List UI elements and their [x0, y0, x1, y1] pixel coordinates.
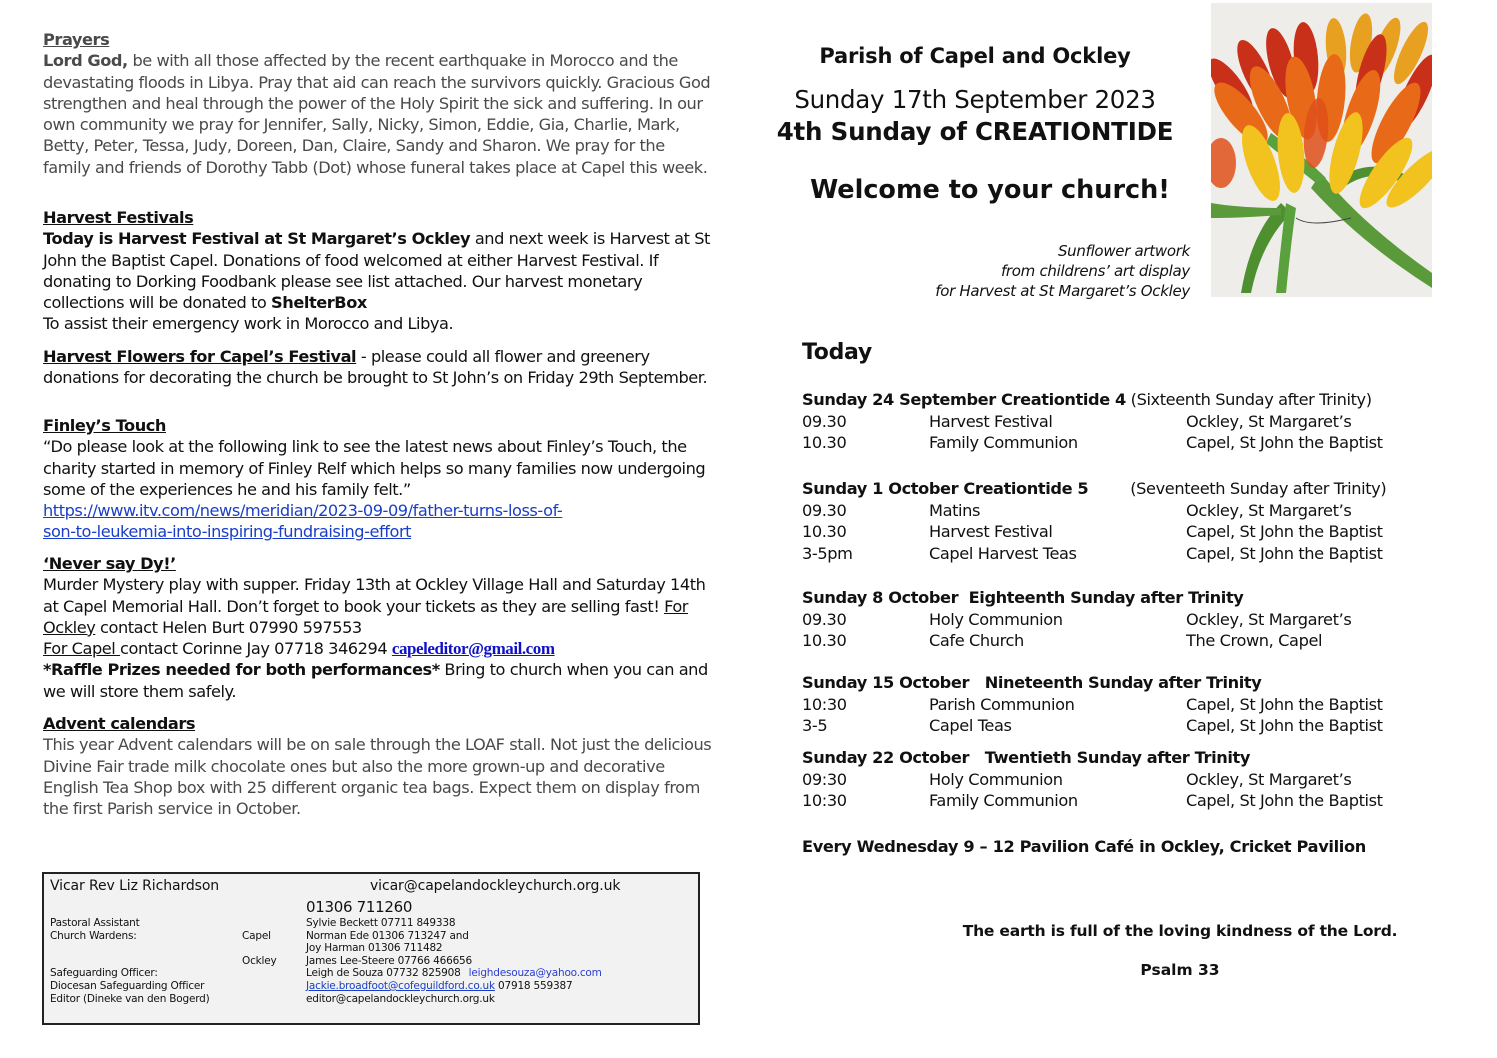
vicar-name: Vicar Rev Liz Richardson — [50, 878, 220, 894]
service-row — [802, 694, 1482, 716]
service-location: Capel, St John the Baptist — [1186, 543, 1383, 563]
raffle-notice: *Raffle Prizes needed for both performances* — [43, 660, 440, 680]
contact-role: Safeguarding Officer: — [50, 967, 158, 980]
group-note: (Seventeeth Sunday after Trinity) — [1130, 479, 1387, 498]
safeguarding-phone: Leigh de Souza 07732 825908 — [306, 967, 461, 980]
service-name: Family Communion — [929, 791, 1078, 810]
service-name: Parish Communion — [929, 694, 1075, 714]
artwork-caption — [880, 241, 1190, 301]
advent-body: This year Advent calendars will be on sale through the LOAF stall. Not just the delicious Divine Fair trade milk chocolate ones but also the more grown-up and decorative English Tea Shop box with 25 different organic tea bags. Expect them on display from the first Parish service in October. — [43, 735, 712, 819]
flowers-section — [43, 346, 713, 389]
contact-role — [50, 955, 210, 968]
service-time: 09:30 — [802, 769, 847, 789]
service-row — [802, 411, 1482, 433]
schedule-group-title — [802, 672, 1482, 694]
service-location: Ockley, St Margaret’s — [1186, 500, 1352, 520]
weekly-event: Every Wednesday 9 – 12 Pavilion Café in Ockley, Cricket Pavilion — [802, 837, 1366, 856]
never-say-dy-heading: ‘Never say Dy!’ — [43, 554, 176, 573]
diocesan-email-link[interactable]: Jackie.broadfoot@cofeguildford.co.uk — [306, 979, 495, 992]
harvest-heading: Harvest Festivals — [43, 208, 194, 227]
contact-roles — [50, 917, 210, 1005]
finley-link-line1[interactable]: https://www.itv.com/news/meridian/2023-09-09/father-turns-loss-of- — [43, 501, 563, 521]
service-row — [802, 790, 1482, 812]
caption-line: from childrens’ art display — [1000, 262, 1190, 280]
service-row — [802, 432, 1482, 454]
contact-places — [242, 917, 277, 967]
advent-heading: Advent calendars — [43, 714, 196, 733]
contact-role: Editor (Dineke van den Bogerd) — [50, 992, 210, 1005]
ockley-contact-label: For Ockley — [43, 596, 689, 637]
schedule-group-title — [802, 389, 1482, 411]
contact-place — [242, 917, 277, 930]
flowers-heading: Harvest Flowers for Capel’s Festival — [43, 347, 357, 366]
service-location: Ockley, St Margaret’s — [1186, 609, 1352, 629]
finley-link[interactable] — [43, 501, 562, 541]
welcome-heading: Welcome to your church! — [810, 175, 1170, 205]
group-date: Sunday 22 October Twentieth Sunday after Trinity — [802, 748, 1250, 767]
never-say-dy-text: Murder Mystery play with supper. Friday 13th at Ockley Village Hall and Saturday 14th at Capel Memorial Hall. Don’t forget to book your tickets as they are selling fast! — [43, 575, 706, 616]
harvest-body — [43, 228, 713, 334]
group-note: (Sixteenth Sunday after Trinity) — [1125, 390, 1372, 409]
schedule-heading: Today — [802, 340, 872, 365]
service-time: 10:30 — [802, 791, 847, 810]
service-row — [802, 521, 1482, 543]
service-row — [802, 630, 1482, 652]
service-row — [802, 769, 1482, 791]
never-say-dy-section — [43, 553, 713, 702]
group-date: Sunday 8 October Eighteenth Sunday after Trinity — [802, 588, 1244, 607]
flowers-body: - please could all flower and greenery donations for decorating the church be brought to St John’s on Friday 29th September. — [43, 347, 708, 388]
scripture-reference: Psalm 33 — [1140, 961, 1220, 979]
diocesan-phone: 07918 559387 — [494, 979, 573, 992]
finley-body: “Do please look at the following link to see the latest news about Finley’s Touch, the charity started in memory of Finley Relf which helps so many families now undergoing some of the experiences he and his family felt.” — [43, 437, 706, 499]
service-name: Matins — [929, 500, 981, 520]
group-date: Sunday 1 October Creationtide 5 — [802, 479, 1089, 498]
contact-details — [306, 917, 602, 1005]
caption-line: Sunflower artwork — [1057, 242, 1190, 260]
service-location: Ockley, St Margaret’s — [1186, 769, 1352, 789]
schedule-group-title — [802, 587, 1482, 609]
service-row — [802, 609, 1482, 631]
service-location: Capel, St John the Baptist — [1186, 522, 1383, 541]
contact-detail: James Lee-Steere 07766 466656 — [306, 954, 473, 967]
contact-role: Church Wardens: — [50, 929, 137, 942]
schedule-group-title — [802, 747, 1482, 769]
service-time: 10.30 — [802, 631, 847, 650]
service-name: Capel Harvest Teas — [929, 543, 1077, 563]
harvest-section — [43, 207, 713, 335]
harvest-charity: ShelterBox — [271, 293, 367, 313]
group-date: Sunday 24 September Creationtide 4 — [802, 390, 1126, 409]
prayers-lead: Lord God, — [43, 51, 128, 71]
service-row — [802, 500, 1482, 522]
service-name: Capel Teas — [929, 716, 1012, 735]
service-row — [802, 543, 1482, 565]
contact-box — [42, 872, 700, 1025]
contact-detail-diocesan — [306, 980, 602, 993]
service-name: Holy Communion — [929, 609, 1063, 629]
liturgical-season: 4th Sunday of CREATIONTIDE — [776, 117, 1174, 146]
capel-contact: contact Corinne Jay 07718 346294 — [120, 639, 392, 659]
service-name: Cafe Church — [929, 631, 1024, 650]
scripture-verse: The earth is full of the loving kindness of the Lord. — [962, 922, 1398, 940]
service-location: Capel, St John the Baptist — [1186, 694, 1383, 714]
sunflower-illustration — [1211, 3, 1432, 297]
service-location: Capel, St John the Baptist — [1186, 716, 1383, 735]
schedule-group — [802, 672, 1482, 737]
schedule-group — [802, 389, 1482, 454]
raffle-text: Bring to church when you can and we will store them safely. — [43, 660, 708, 701]
service-time: 09.30 — [802, 500, 847, 520]
finley-section — [43, 415, 713, 543]
service-name: Family Communion — [929, 433, 1078, 452]
service-name: Harvest Festival — [929, 411, 1053, 431]
harvest-lead: Today is Harvest Festival at St Margaret’s Ockley — [43, 229, 471, 249]
caption-line: for Harvest at St Margaret’s Ockley — [935, 282, 1190, 300]
finley-heading: Finley’s Touch — [43, 416, 166, 435]
schedule-group-title — [802, 478, 1482, 500]
service-row — [802, 715, 1482, 737]
contact-role: Diocesan Safeguarding Officer — [50, 979, 205, 992]
service-location: Ockley, St Margaret’s — [1186, 411, 1352, 431]
service-date: Sunday 17th September 2023 — [794, 85, 1156, 114]
safeguarding-email[interactable]: leighdesouza@yahoo.com — [468, 967, 602, 980]
advent-section — [43, 713, 713, 819]
service-time: 10:30 — [802, 694, 847, 714]
service-time: 10.30 — [802, 433, 847, 452]
schedule-group — [802, 747, 1482, 812]
harvest-tail: To assist their emergency work in Morocco and Libya. — [43, 314, 454, 334]
service-location: Capel, St John the Baptist — [1186, 791, 1383, 810]
vicar-email: vicar@capelandockleychurch.org.uk — [370, 878, 621, 894]
schedule-group — [802, 587, 1482, 652]
service-location: Capel, St John the Baptist — [1186, 433, 1383, 452]
contact-role — [50, 942, 210, 955]
prayers-heading: Prayers — [43, 30, 110, 49]
contact-place — [242, 942, 277, 955]
never-say-dy-body — [43, 574, 713, 702]
prayers-text: be with all those affected by the recent earthquake in Morocco and the devastating floods in Libya. Pray that aid can reach the survivors quickly. Gracious God strengthen and heal through the power of the Holy Spirit the sick and suffering. In our own community we pray for Jennifer, Sally, Nicky, Simon, Eddie, Gia, Charlie, Mark, Betty, Peter, Tessa, Judy, Doreen, Dan, Claire, Sandy and Sharon. We pray for the family and friends of Dorothy Tabb (Dot) whose funeral takes place at Capel this week. — [43, 51, 711, 177]
service-time: 09.30 — [802, 411, 847, 431]
contact-detail-safeguarding — [306, 967, 602, 980]
contact-detail: Joy Harman 01306 711482 — [306, 942, 443, 955]
sunflower-artwork-image — [1211, 3, 1432, 297]
contact-detail: Sylvie Beckett 07711 849338 — [306, 917, 456, 929]
group-date: Sunday 15 October Nineteenth Sunday after Trinity — [802, 673, 1262, 692]
prayers-section — [43, 29, 713, 178]
prayers-body — [43, 50, 713, 178]
schedule-group — [802, 478, 1482, 564]
service-time: 09.30 — [802, 609, 847, 629]
ockley-contact: contact Helen Burt 07990 597553 — [95, 617, 362, 637]
service-time: 3-5pm — [802, 543, 853, 563]
vicar-phone: 01306 711260 — [306, 898, 413, 916]
service-time: 10.30 — [802, 522, 847, 541]
harvest-text: and next week is Harvest at St John the Baptist Capel. Donations of food welcomed at either Harvest Festival. If donating to Dorking Foodbank please see list attached. Our harvest monetary collections will be donated to — [43, 229, 710, 313]
contact-detail: Norman Ede 01306 713247 and — [306, 929, 469, 942]
capel-contact-label: For Capel — [43, 639, 121, 659]
service-name: Harvest Festival — [929, 522, 1053, 541]
capel-email-link[interactable]: capeleditor@gmail.com — [391, 639, 555, 659]
finley-link-line2[interactable]: son-to-leukemia-into-inspiring-fundraising-effort — [43, 522, 412, 542]
contact-place: Ockley — [242, 954, 277, 967]
contact-detail: editor@capelandockleychurch.org.uk — [306, 992, 495, 1005]
parish-title: Parish of Capel and Ockley — [819, 44, 1131, 68]
service-name: Holy Communion — [929, 769, 1063, 789]
service-time: 3-5 — [802, 716, 828, 735]
service-location: The Crown, Capel — [1186, 631, 1323, 650]
contact-role: Pastoral Assistant — [50, 917, 140, 929]
contact-place: Capel — [242, 929, 271, 942]
